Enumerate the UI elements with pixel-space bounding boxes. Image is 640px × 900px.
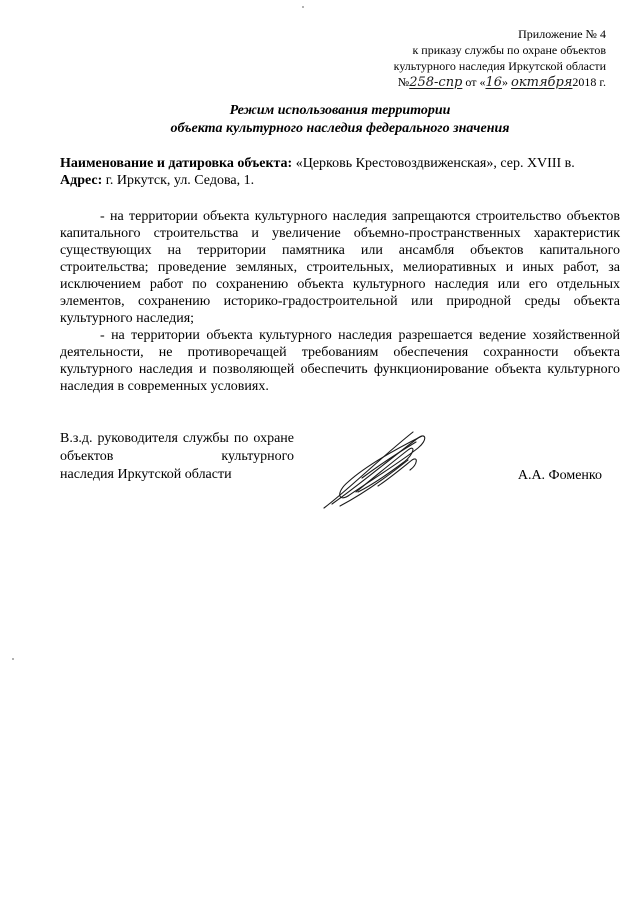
title-line-1: Режим использования территории xyxy=(229,103,451,118)
scan-speck xyxy=(302,6,304,8)
paragraph-permissions: - на территории объекта культурного наследия разрешается ведение хозяйственной деятельности, не противоречащей требованиям обеспечения сохранности объекта культурного наследия и позволяющей обеспечить функционирование объекта культурного наследия в современных условиях. xyxy=(60,328,620,394)
object-name-line xyxy=(60,155,620,172)
position-line-3: наследия Иркутской области xyxy=(60,467,232,482)
paragraph-prohibitions: - на территории объекта культурного наследия запрещаются строительство объектов капитального строительства и увеличение объемно-пространственных характеристик существующих на территории памятника или ансамбля объектов капитального строительства; проведение земляных, строительных, мелиоративных и иных работ, за исключением работ по сохранению объекта культурного наследия или его отдельных элементов, сохранению историко-градостроительной или природной среды объекта культурного наследия; xyxy=(60,209,620,326)
document-title xyxy=(60,102,620,138)
position-line-1: В.з.д. руководителя службы по xyxy=(60,431,249,446)
signatory-name: А.А. Фоменко xyxy=(517,468,602,483)
order-year: 2018 г. xyxy=(572,75,606,89)
object-address-label: Адрес: xyxy=(60,173,103,188)
day-close-quote: » xyxy=(502,75,509,89)
position-line-2: охране объектов культурного xyxy=(60,431,294,464)
object-address-value: г. Иркутск, ул. Седова, 1. xyxy=(102,173,255,188)
handwritten-order-number: 258-спр xyxy=(409,75,463,90)
order-number-line xyxy=(394,74,606,91)
object-name-label: Наименование и датировка объекта: xyxy=(60,156,293,171)
title-line-2: объекта культурного наследия федерального значения xyxy=(170,121,510,136)
signatory-position xyxy=(60,430,294,484)
appendix-agency: культурного наследия Иркутской области xyxy=(393,59,606,73)
appendix-order-ref: к приказу службы по охране объектов xyxy=(412,43,606,57)
regime-text xyxy=(60,208,620,395)
signature-block xyxy=(60,430,620,520)
object-name-value: «Церковь Крестовоздвиженская», сер. XVIII в. xyxy=(292,156,575,171)
appendix-number: Приложение № 4 xyxy=(518,27,606,41)
scan-speck xyxy=(12,658,14,660)
handwritten-month: октября xyxy=(511,75,573,90)
object-info xyxy=(60,155,620,189)
number-sign: № xyxy=(397,75,410,89)
object-address-line xyxy=(60,172,620,189)
from-label: от « xyxy=(465,75,486,89)
handwritten-day: 16 xyxy=(485,75,503,90)
appendix-header xyxy=(394,26,606,91)
handwritten-signature xyxy=(318,420,438,520)
